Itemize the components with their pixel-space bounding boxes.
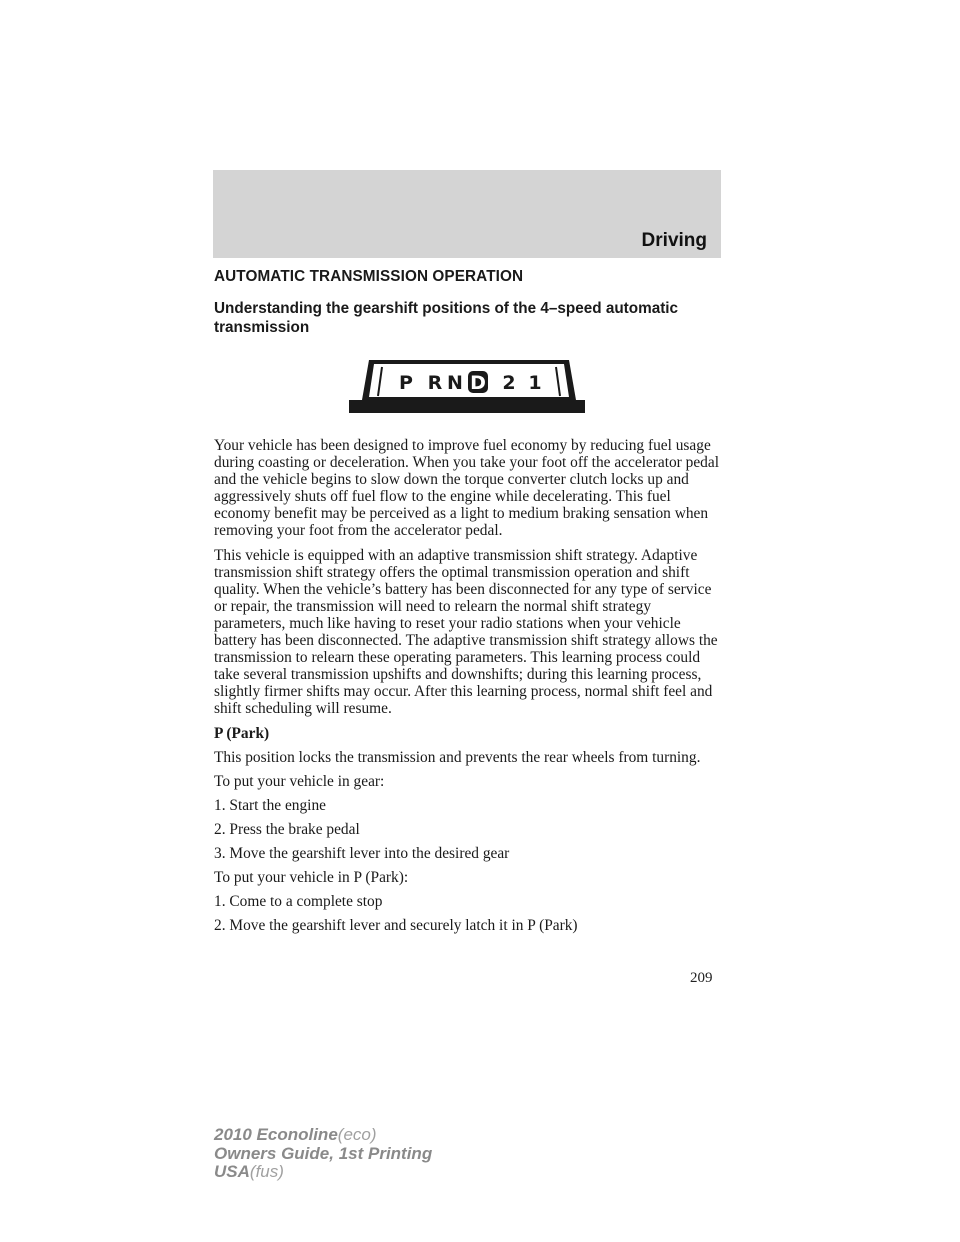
- footer-region: USA: [214, 1162, 250, 1181]
- indicator-base: [349, 400, 585, 413]
- gear-position-n: N: [447, 372, 463, 394]
- footer-model-code: (eco): [337, 1125, 377, 1144]
- park-intro: To put your vehicle in P (Park):: [214, 869, 409, 887]
- gear-position-2: 2: [502, 372, 516, 394]
- gear-position-p: P: [399, 372, 413, 394]
- gear-position-r: R: [427, 372, 443, 394]
- body-text: [214, 437, 724, 934]
- section-tab-label: Driving: [641, 230, 707, 251]
- footer-region-code: (fus): [249, 1162, 284, 1181]
- section-heading: AUTOMATIC TRANSMISSION OPERATION: [214, 268, 524, 285]
- paragraph-adaptive-shift: This vehicle is equipped with an adaptive transmission shift strategy. Adaptive transmission shift strategy offers the optimal transmission operation and shift quality. When the vehicle’s battery has been disconnected for any type of service or repair, the transmission will need to relearn the normal shift strategy parameters, much like having to reset your radio stations when your vehicle battery has been disconnected. The adaptive transmission shift strategy allows the transmission to relearn these operating parameters. This learning process could take several transmission upshifts and downshifts; during this learning process, slightly firmer shifts may occur. After this learning process, normal shift feel and shift scheduling will resume.: [214, 546, 718, 718]
- print-footer: [214, 1126, 432, 1182]
- footer-guide: Owners Guide, 1st Printing: [214, 1143, 433, 1163]
- gear-position-1: 1: [528, 372, 542, 394]
- park-step-1: 1. Come to a complete stop: [214, 893, 383, 911]
- gear-step-1: 1. Start the engine: [214, 796, 326, 814]
- gear-position-d: D: [470, 372, 486, 394]
- sub-heading: Understanding the gearshift positions of the 4–speed automatic transmission: [214, 300, 679, 336]
- page-number: 209: [690, 970, 713, 986]
- footer-model-line: [214, 1126, 432, 1145]
- gear-step-2: 2. Press the brake pedal: [214, 820, 360, 838]
- gear-intro: To put your vehicle in gear:: [214, 772, 385, 790]
- section-header-band: [213, 170, 721, 258]
- gear-indicator-illustration: [349, 357, 589, 417]
- park-heading: P (Park): [214, 724, 270, 742]
- park-step-2: 2. Move the gearshift lever and securely latch it in P (Park): [214, 917, 578, 935]
- paragraph-fuel-economy: Your vehicle has been designed to improve fuel economy by reducing fuel usage during coasting or deceleration. When you take your foot off the accelerator pedal and the vehicle begins to slow down the torque converter clutch locks up and aggressively shuts off fuel flow to the engine while decelerating. This fuel economy benefit may be perceived as a light to medium braking sensation when removing your foot from the accelerator pedal.: [214, 437, 719, 540]
- footer-model: 2010 Econoline: [214, 1125, 338, 1144]
- footer-region-line: [214, 1163, 432, 1182]
- gear-step-3: 3. Move the gearshift lever into the desired gear: [214, 844, 510, 862]
- paragraph-park-description: This position locks the transmission and prevents the rear wheels from turning.: [214, 748, 701, 766]
- gear-indicator-figure: [349, 357, 589, 417]
- page-content: [214, 268, 724, 941]
